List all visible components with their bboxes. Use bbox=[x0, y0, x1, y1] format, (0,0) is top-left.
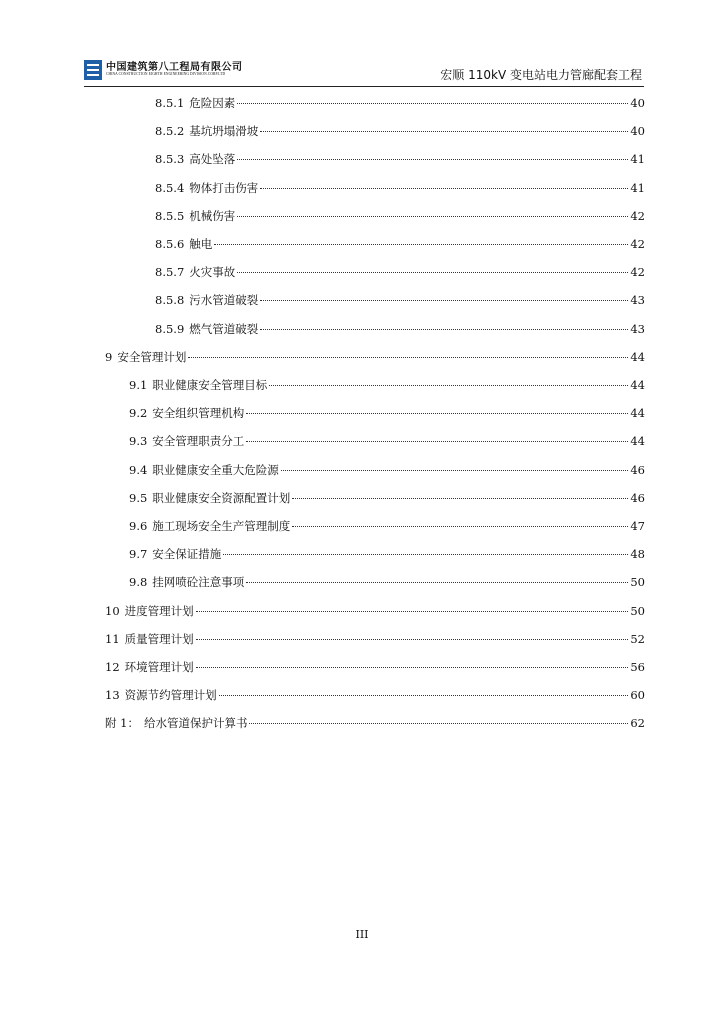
toc-entry-number: 8.5.4 bbox=[155, 180, 185, 195]
toc-entry-number: 9.7 bbox=[129, 547, 148, 562]
toc-dot-leader bbox=[237, 159, 628, 160]
toc-dot-leader bbox=[260, 300, 628, 301]
toc-dot-leader bbox=[260, 329, 628, 330]
toc-entry-page: 50 bbox=[630, 603, 645, 618]
toc-entry-page: 56 bbox=[630, 660, 645, 674]
toc-entry-page: 44 bbox=[630, 406, 645, 421]
toc-entry[interactable] bbox=[155, 151, 645, 169]
toc-dot-leader bbox=[219, 695, 629, 696]
toc-dot-leader bbox=[281, 470, 629, 471]
toc-entry-number: 9.2 bbox=[129, 406, 148, 421]
project-title: 宏顺 110kV 变电站电力管廊配套工程 bbox=[440, 68, 642, 82]
toc-entry[interactable] bbox=[105, 603, 645, 621]
toc-entry-number: 9.1 bbox=[129, 378, 148, 392]
toc-entry[interactable] bbox=[129, 433, 645, 451]
toc-entry[interactable] bbox=[155, 321, 645, 339]
toc-entry[interactable] bbox=[155, 292, 645, 310]
toc-entry-page: 46 bbox=[630, 462, 645, 477]
toc-entry-page: 42 bbox=[630, 208, 645, 223]
toc-entry-page: 52 bbox=[630, 631, 645, 646]
toc-dot-leader bbox=[269, 385, 628, 386]
toc-dot-leader bbox=[214, 244, 628, 245]
toc-dot-leader bbox=[246, 582, 628, 583]
toc-entry[interactable] bbox=[155, 236, 645, 254]
page-header bbox=[84, 56, 644, 87]
toc-dot-leader bbox=[292, 526, 628, 527]
toc-entry[interactable] bbox=[129, 574, 645, 592]
toc-entry-number: 8.5.5 bbox=[155, 208, 185, 223]
toc-entry-title: 挂网喷砼注意事项 bbox=[152, 575, 245, 590]
toc-entry-number: 9.6 bbox=[129, 519, 148, 533]
toc-entry-title: 环境管理计划 bbox=[124, 660, 194, 674]
toc-dot-leader bbox=[249, 723, 628, 724]
toc-entry-number: 附 1： bbox=[105, 716, 139, 731]
toc-entry-number: 9.5 bbox=[129, 490, 148, 505]
toc-entry-title: 高处坠落 bbox=[189, 152, 236, 167]
toc-entry[interactable] bbox=[105, 715, 645, 733]
toc-dot-leader bbox=[292, 498, 628, 499]
toc-entry-number: 8.5.6 bbox=[155, 237, 185, 251]
toc-entry-page: 41 bbox=[630, 180, 645, 195]
toc-entry-title: 质量管理计划 bbox=[124, 631, 194, 646]
toc-entry[interactable] bbox=[105, 687, 645, 705]
toc-entry-title: 安全组织管理机构 bbox=[152, 406, 245, 421]
toc-entry[interactable] bbox=[155, 95, 645, 113]
toc-entry-number: 13 bbox=[105, 688, 120, 703]
toc-entry-title: 基坑坍塌滑坡 bbox=[189, 124, 259, 139]
toc-entry-number: 11 bbox=[105, 631, 120, 646]
toc-entry-page: 44 bbox=[630, 378, 645, 392]
toc-dot-leader bbox=[260, 131, 628, 132]
toc-entry[interactable] bbox=[129, 377, 645, 395]
toc-entry-title: 安全保证措施 bbox=[152, 547, 222, 562]
toc-entry-page: 50 bbox=[630, 575, 645, 590]
toc-entry-title: 进度管理计划 bbox=[124, 603, 194, 618]
toc-entry-title: 给水管道保护计算书 bbox=[143, 716, 248, 731]
toc-entry-title: 安全管理职责分工 bbox=[152, 434, 245, 449]
toc-entry-title: 触电 bbox=[189, 237, 213, 251]
toc-entry-title: 施工现场安全生产管理制度 bbox=[152, 519, 291, 533]
toc-entry-title: 安全管理计划 bbox=[117, 349, 187, 364]
toc-dot-leader bbox=[237, 103, 628, 104]
toc-entry-page: 42 bbox=[630, 265, 645, 280]
toc-entry-title: 物体打击伤害 bbox=[189, 180, 259, 195]
toc-entry-page: 48 bbox=[630, 547, 645, 562]
toc-dot-leader bbox=[196, 667, 629, 668]
toc-entry-page: 40 bbox=[630, 96, 645, 110]
toc-entry-number: 8.5.3 bbox=[155, 152, 185, 167]
toc-entry-title: 资源节约管理计划 bbox=[124, 688, 217, 703]
toc-entry-page: 41 bbox=[630, 152, 645, 167]
toc-entry-title: 火灾事故 bbox=[189, 265, 236, 280]
toc-entry-page: 43 bbox=[630, 293, 645, 308]
toc-entry-title: 职业健康安全管理目标 bbox=[152, 378, 268, 392]
toc-entry-number: 8.5.1 bbox=[155, 96, 185, 110]
toc-entry-number: 9.3 bbox=[129, 434, 148, 449]
toc-entry-title: 职业健康安全资源配置计划 bbox=[152, 490, 291, 505]
toc-entry-title: 机械伤害 bbox=[189, 208, 236, 223]
toc-entry[interactable] bbox=[155, 264, 645, 282]
toc-entry-page: 47 bbox=[630, 519, 645, 533]
toc-entry-title: 职业健康安全重大危险源 bbox=[152, 462, 279, 477]
toc-entry-page: 40 bbox=[630, 124, 645, 139]
toc-dot-leader bbox=[246, 441, 628, 442]
toc-dot-leader bbox=[246, 413, 628, 414]
toc-entry-number: 10 bbox=[105, 603, 120, 618]
page-number: III bbox=[355, 928, 369, 941]
toc-entry[interactable] bbox=[129, 518, 645, 536]
toc-entry[interactable] bbox=[129, 546, 645, 564]
toc-dot-leader bbox=[188, 357, 628, 358]
toc-dot-leader bbox=[196, 639, 629, 640]
company-name-en: CHINA CONSTRUCTION EIGHTH ENGINEERING DIVISION.CORP.LTD bbox=[106, 72, 226, 76]
company-logo-icon bbox=[84, 60, 102, 80]
toc-entry-number: 9 bbox=[105, 349, 113, 364]
toc-dot-leader bbox=[260, 188, 628, 189]
toc-entry-page: 44 bbox=[630, 434, 645, 449]
company-name-cn: 中国建筑第八工程局有限公司 bbox=[106, 62, 243, 73]
toc-entry[interactable] bbox=[129, 405, 645, 423]
toc-entry[interactable] bbox=[155, 123, 645, 141]
toc-entry-number: 9.8 bbox=[129, 575, 148, 590]
toc-entry-page: 60 bbox=[630, 688, 645, 703]
toc-entry-page: 46 bbox=[630, 490, 645, 505]
toc-entry[interactable] bbox=[155, 208, 645, 226]
toc-entry[interactable] bbox=[155, 180, 645, 198]
toc-entry-page: 62 bbox=[630, 716, 645, 731]
toc-entry-title: 燃气管道破裂 bbox=[189, 321, 259, 336]
toc-dot-leader bbox=[196, 611, 629, 612]
toc-entry[interactable] bbox=[129, 462, 645, 480]
toc-entry-title: 污水管道破裂 bbox=[189, 293, 259, 308]
toc-entry[interactable] bbox=[105, 349, 645, 367]
toc-entry[interactable] bbox=[129, 490, 645, 508]
toc-entry-page: 43 bbox=[630, 321, 645, 336]
toc-entry[interactable] bbox=[105, 631, 645, 649]
toc-entry-number: 8.5.8 bbox=[155, 293, 185, 308]
toc-entry-title: 危险因素 bbox=[189, 96, 236, 110]
toc-dot-leader bbox=[237, 272, 628, 273]
toc-entry-page: 42 bbox=[630, 237, 645, 251]
toc-entry-page: 44 bbox=[630, 349, 645, 364]
toc-entry-number: 8.5.9 bbox=[155, 321, 185, 336]
toc-entry-number: 9.4 bbox=[129, 462, 148, 477]
toc-entry-number: 8.5.7 bbox=[155, 265, 185, 280]
toc-dot-leader bbox=[223, 554, 628, 555]
toc-entry-number: 12 bbox=[105, 660, 120, 674]
toc-dot-leader bbox=[237, 216, 628, 217]
toc-entry[interactable] bbox=[105, 659, 645, 677]
toc-entry-number: 8.5.2 bbox=[155, 124, 185, 139]
